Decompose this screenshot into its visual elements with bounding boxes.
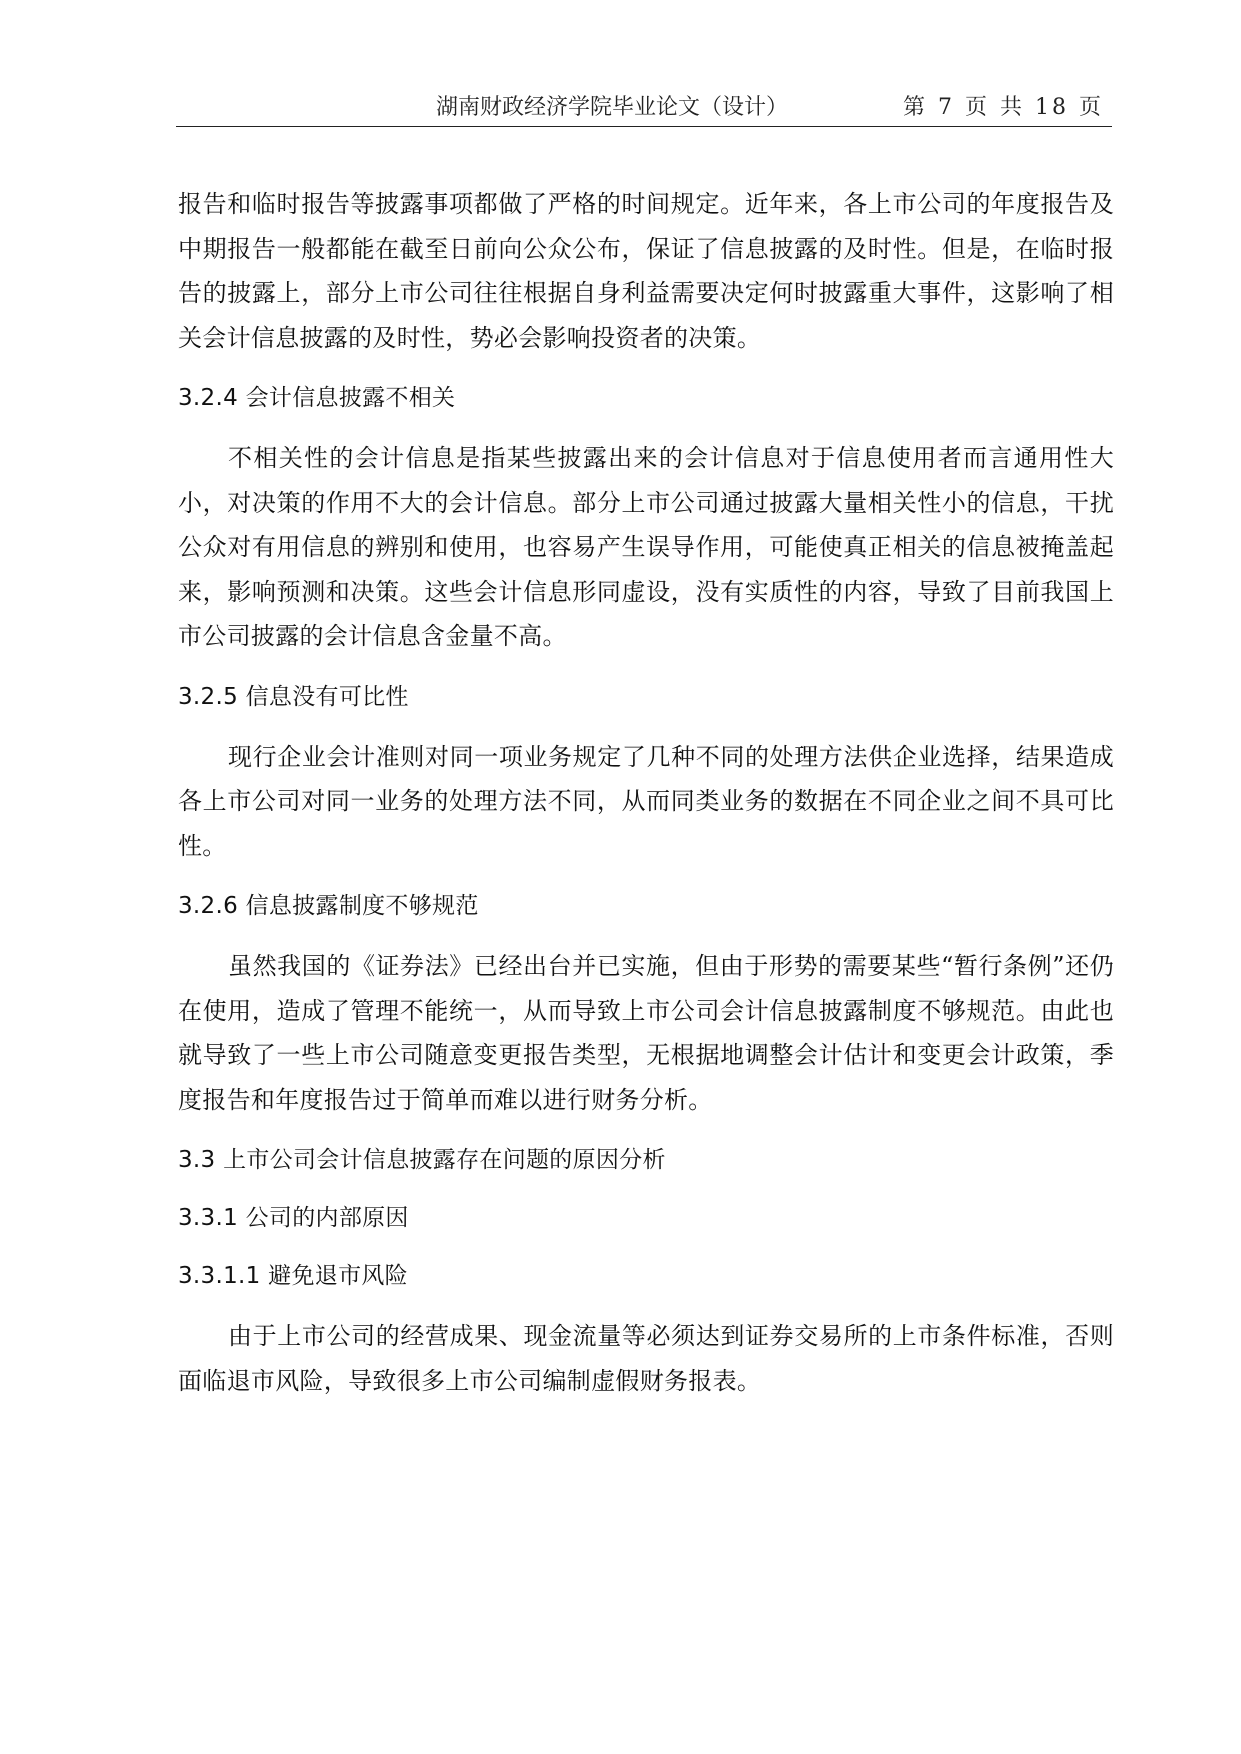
paragraph-comparability: 现行企业会计准则对同一项业务规定了几种不同的处理方法供企业选择，结果造成各上市公司对同一业务的处理方法不同，从而同类业务的数据在不同企业之间不具可比性。: [178, 742, 1114, 860]
header-page-info: 第 7 页 共 18 页: [903, 95, 1104, 120]
heading-3-3-1: 3.3.1 公司的内部原因: [178, 1205, 409, 1231]
heading-3-2-5: 3.2.5 信息没有可比性: [178, 683, 409, 710]
paragraph-delisting-risk: 由于上市公司的经营成果、现金流量等必须达到证券交易所的上市条件标准，否则面临退市风险，导致很多上市公司编制虚假财务报表。: [178, 1322, 1114, 1395]
header-title: 湖南财政经济学院毕业论文（设计）: [436, 95, 789, 120]
heading-3-3: 3.3 上市公司会计信息披露存在问题的原因分析: [178, 1147, 666, 1173]
heading-3-2-6: 3.2.6 信息披露制度不够规范: [178, 893, 479, 919]
heading-3-2-4: 3.2.4 会计信息披露不相关: [178, 385, 456, 411]
heading-3-3-1-1: 3.3.1.1 避免退市风险: [178, 1263, 408, 1289]
paragraph-irrelevance: 不相关性的会计信息是指某些披露出来的会计信息对于信息使用者而言通用性大小，对决策的作用不大的会计信息。部分上市公司通过披露大量相关性小的信息，干扰公众对有用信息的辨别和使用，也容易产生误导作用，可能使真正相关的信息被掩盖起来，影响预测和决策。这些会计信息形同虚设，没有实质性的内容，导致了目前我国上市公司披露的会计信息含金量不高。: [178, 444, 1114, 650]
page-header: [176, 86, 1112, 127]
document-body: [178, 182, 1114, 1403]
paragraph-disclosure-system: 虽然我国的《证券法》已经出台并已实施，但由于形势的需要某些“暂行条例”还仍在使用，造成了管理不能统一，从而导致上市公司会计信息披露制度不够规范。由此也就导致了一些上市公司随意变更报告类型，无根据地调整会计估计和变更会计政策，季度报告和年度报告过于简单而难以进行财务分析。: [178, 952, 1114, 1114]
paragraph-continued: 报告和临时报告等披露事项都做了严格的时间规定。近年来，各上市公司的年度报告及中期报告一般都能在截至日前向公众公布，保证了信息披露的及时性。但是，在临时报告的披露上，部分上市公司往往根据自身利益需要决定何时披露重大事件，这影响了相关会计信息披露的及时性，势必会影响投资者的决策。: [178, 190, 1114, 352]
